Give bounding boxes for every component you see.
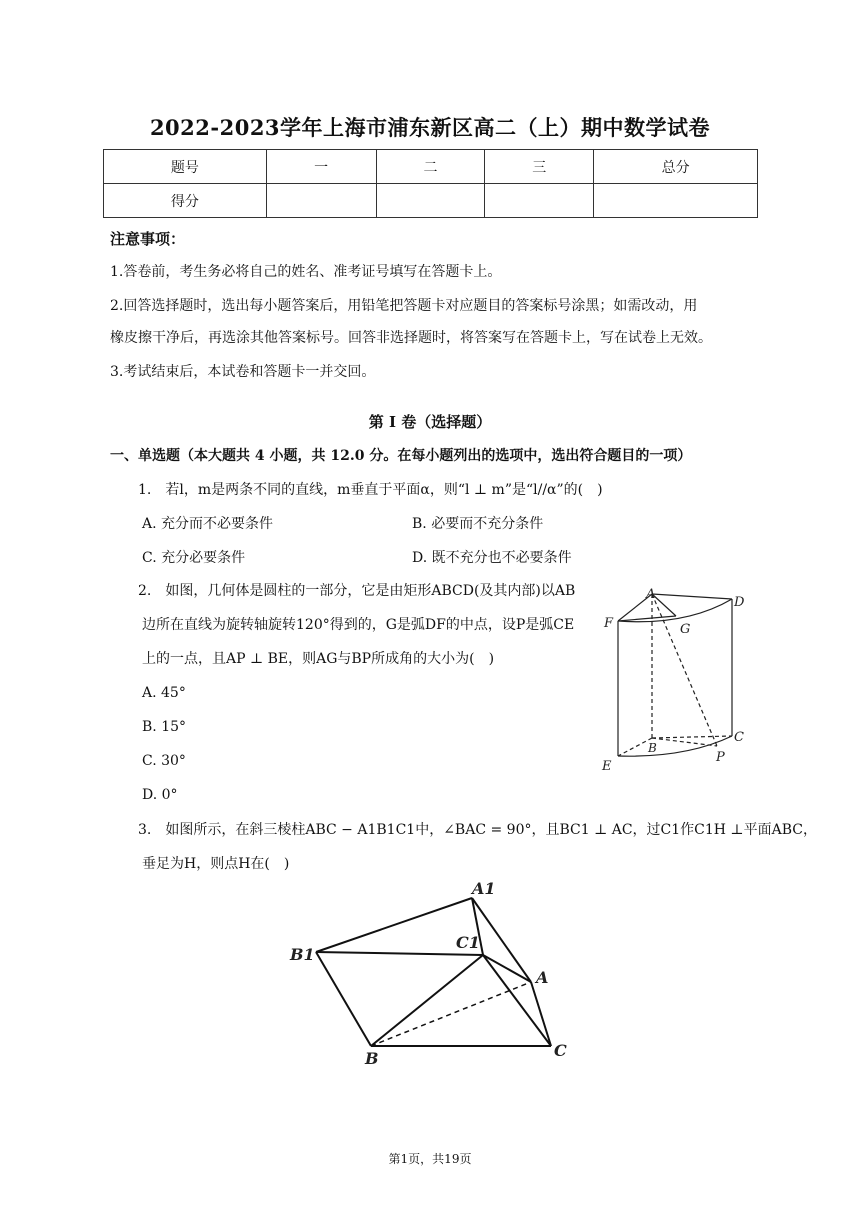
q1-option-c: C. 充分必要条件 — [142, 550, 246, 566]
score-table — [103, 149, 758, 218]
figure-label: B1 — [290, 945, 315, 964]
cylinder-figure — [596, 586, 766, 774]
q2-option-c: C. 30° — [142, 753, 186, 769]
notice-item: 2.回答选择题时，选出每小题答案后，用铅笔把答题卡对应题目的答案标号涂黑；如需改动，用 — [110, 298, 698, 314]
figure-label: E — [602, 759, 612, 774]
figure-label: A — [536, 968, 549, 987]
q2-option-d: D. 0° — [142, 787, 178, 803]
table-cell: 三 — [485, 150, 594, 184]
question-3-line: 3. 如图所示，在斜三棱柱ABC − A1B1C1中，∠BAC = 90°，且BC1 ⊥ AC，过C1作C1H ⊥平面ABC， — [138, 822, 817, 838]
figure-label: F — [604, 616, 614, 631]
q1-option-b: B. 必要而不充分条件 — [412, 516, 544, 532]
figure-label: D — [734, 595, 745, 610]
question-2-line: 上的一点，且AP ⊥ BE，则AG与BP所成角的大小为( ) — [142, 651, 495, 667]
notice-heading: 注意事项： — [110, 230, 186, 248]
question-2-line: 2. 如图，几何体是圆柱的一部分，它是由矩形ABCD(及其内部)以AB — [138, 583, 576, 599]
table-cell — [485, 184, 594, 218]
table-cell — [376, 184, 485, 218]
q2-option-b: B. 15° — [142, 719, 187, 735]
figure-label: C1 — [456, 933, 480, 952]
table-cell: 一 — [266, 150, 376, 184]
figure-label: C — [734, 730, 744, 745]
figure-label: A — [646, 587, 656, 602]
q1-option-d: D. 既不充分也不必要条件 — [412, 550, 572, 566]
table-cell: 总分 — [594, 150, 758, 184]
table-cell — [266, 184, 376, 218]
question-1-stem: 1. 若l，m是两条不同的直线，m垂直于平面α，则“l ⊥ m”是“l//α”的( ) — [138, 482, 603, 498]
question-3-line: 垂足为H，则点H在( ) — [142, 856, 290, 872]
table-cell: 得分 — [104, 184, 267, 218]
question-2-line: 边所在直线为旋转轴旋转120°得到的，G是弧DF的中点，设P是弧CE — [142, 617, 575, 633]
figure-label: A1 — [472, 879, 496, 898]
notice-item: 1.答卷前，考生务必将自己的姓名、准考证号填写在答题卡上。 — [110, 264, 502, 280]
figure-label: C — [554, 1041, 567, 1060]
page-footer: 第1页，共19页 — [388, 1152, 472, 1166]
exam-title: 2022-2023学年上海市浦东新区高二（上）期中数学试卷 — [149, 115, 711, 140]
section-title: 一、单选题（本大题共 4 小题，共 12.0 分。在每小题列出的选项中，选出符合题目的一项） — [110, 448, 692, 464]
notice-item: 橡皮擦干净后，再选涂其他答案标号。回答非选择题时，将答案写在答题卡上，写在试卷上无效。 — [110, 330, 712, 346]
q2-option-a: A. 45° — [142, 685, 186, 701]
figure-label: P — [716, 750, 725, 765]
table-cell: 题号 — [104, 150, 267, 184]
figure-label: B — [365, 1049, 379, 1068]
score-table-row — [104, 150, 758, 184]
part-title: 第 I 卷（选择题） — [368, 413, 492, 431]
q1-option-a: A. 充分而不必要条件 — [142, 516, 274, 532]
table-cell — [594, 184, 758, 218]
notice-item: 3.考试结束后，本试卷和答题卡一并交回。 — [110, 364, 376, 380]
prism-figure — [286, 872, 586, 1068]
figure-label: G — [680, 622, 691, 637]
table-cell: 二 — [376, 150, 485, 184]
figure-label: B — [648, 741, 657, 755]
score-table-row — [104, 184, 758, 218]
